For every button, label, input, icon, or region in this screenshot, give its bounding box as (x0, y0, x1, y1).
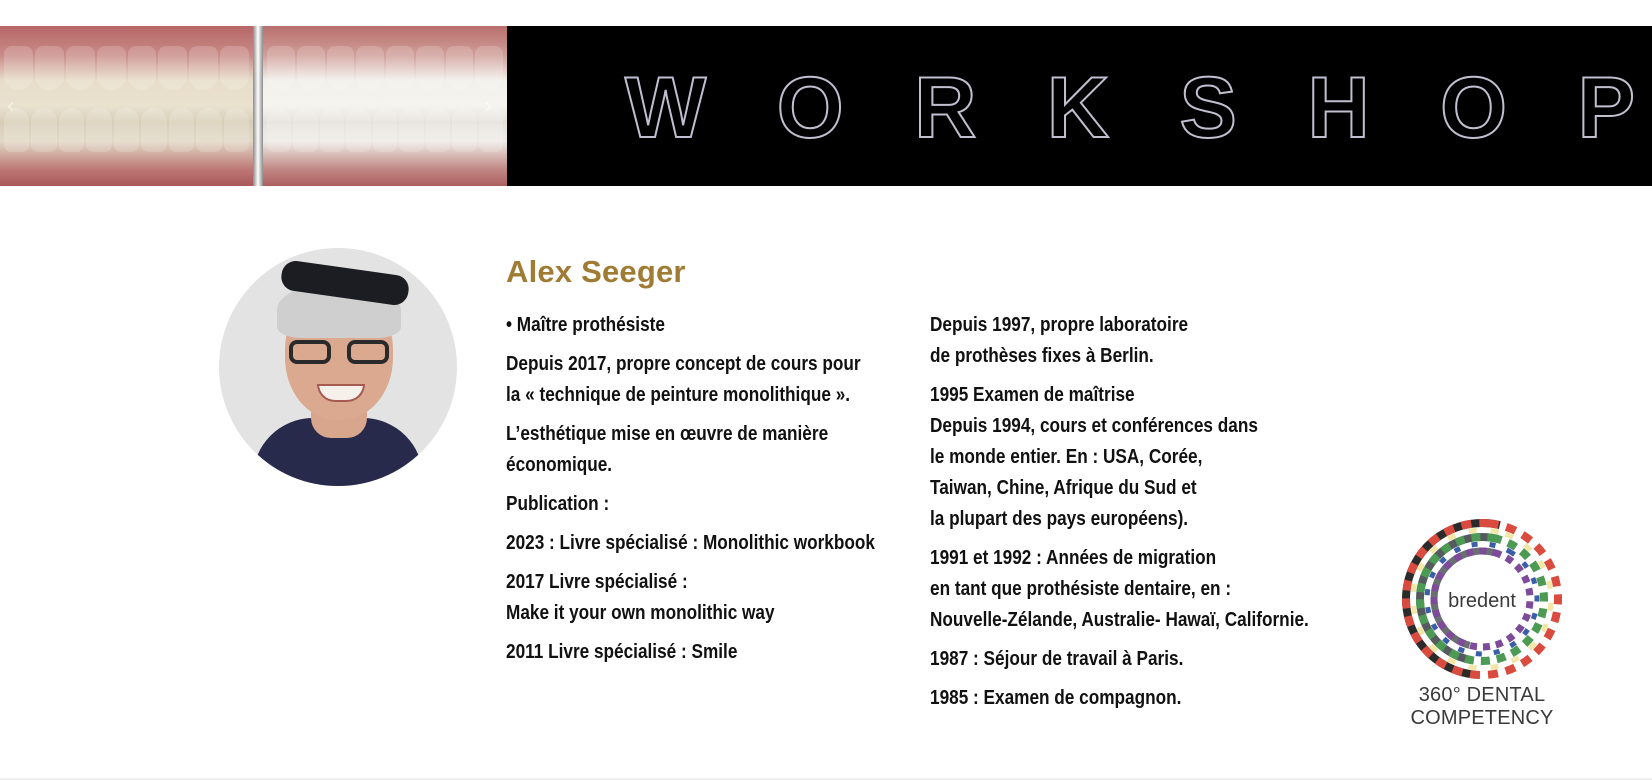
workshop-letter: S (1179, 59, 1237, 156)
workshop-letter: O (1440, 59, 1508, 156)
bio-paragraph (930, 543, 1309, 636)
bio-line: le monde entier. En : USA, Corée, (930, 446, 1203, 468)
bio-line: Make it your own monolithic way (506, 602, 775, 624)
bio-line: la « technique de peinture monolithique ». (506, 384, 851, 406)
bio-line: économique. (506, 454, 613, 476)
bio-line: 2023 : Livre spécialisé : Monolithic workbook (506, 532, 875, 554)
bredent-logo (1356, 518, 1608, 729)
teeth-after-image (263, 26, 507, 186)
bio-paragraph (930, 683, 1291, 714)
logo-brand-text: bredent (1448, 590, 1516, 612)
workshop-letter: W (625, 59, 707, 156)
speaker-name: Alex Seeger (506, 254, 686, 289)
bio-line: de prothèses fixes à Berlin. (930, 345, 1154, 367)
logo-tagline: 360° DENTAL COMPETENCY (1410, 684, 1554, 729)
bio-right-column (930, 310, 1350, 722)
image-divider (253, 26, 263, 186)
chevron-left-icon[interactable]: ‹ (6, 94, 15, 119)
bio-line: L’esthétique mise en œuvre de manière (506, 423, 829, 445)
bio-line: • Maître prothésiste (506, 314, 665, 336)
speaker-avatar (219, 248, 457, 486)
bio-paragraph (930, 380, 1291, 535)
bio-paragraph (506, 489, 859, 520)
chevron-right-icon[interactable]: › (484, 94, 493, 119)
bio-paragraph (506, 419, 859, 481)
workshop-letter: H (1307, 59, 1370, 156)
bio-line: Publication : (506, 493, 610, 515)
bio-line: 2017 Livre spécialisé : (506, 571, 688, 593)
logo-circle-icon (1401, 518, 1563, 680)
bio-line: 1985 : Examen de compagnon. (930, 687, 1182, 709)
bio-line: Depuis 1997, propre laboratoire (930, 314, 1189, 336)
workshop-letter: R (914, 59, 977, 156)
workshop-letter: K (1046, 59, 1109, 156)
bio-paragraph (930, 644, 1291, 675)
workshop-banner (0, 26, 1652, 186)
workshop-letter: O (776, 59, 844, 156)
teeth-before-image (0, 26, 253, 186)
bio-paragraph (506, 349, 859, 411)
bio-line: Depuis 2017, propre concept de cours pour (506, 353, 861, 375)
workshop-title (625, 58, 1635, 158)
bio-line: 1987 : Séjour de travail à Paris. (930, 648, 1184, 670)
bio-line: Nouvelle-Zélande, Australie- Hawaï, Californie. (930, 609, 1309, 631)
bio-line: Taiwan, Chine, Afrique du Sud et (930, 477, 1197, 499)
bio-line: 1995 Examen de maîtrise (930, 384, 1135, 406)
bio-paragraph (930, 310, 1291, 372)
bio-line: Depuis 1994, cours et conférences dans (930, 415, 1258, 437)
bio-line: en tant que prothésiste dentaire, en : (930, 578, 1232, 600)
bio-paragraph (506, 528, 875, 559)
bio-line: 1991 et 1992 : Années de migration (930, 547, 1217, 569)
bio-paragraph (506, 567, 859, 629)
workshop-letter: P (1577, 59, 1635, 156)
bio-line: la plupart des pays européens). (930, 508, 1189, 530)
bio-paragraph (506, 637, 859, 668)
bio-line: 2011 Livre spécialisé : Smile (506, 641, 738, 663)
bio-paragraph (506, 310, 859, 341)
bio-left-column (506, 310, 916, 676)
